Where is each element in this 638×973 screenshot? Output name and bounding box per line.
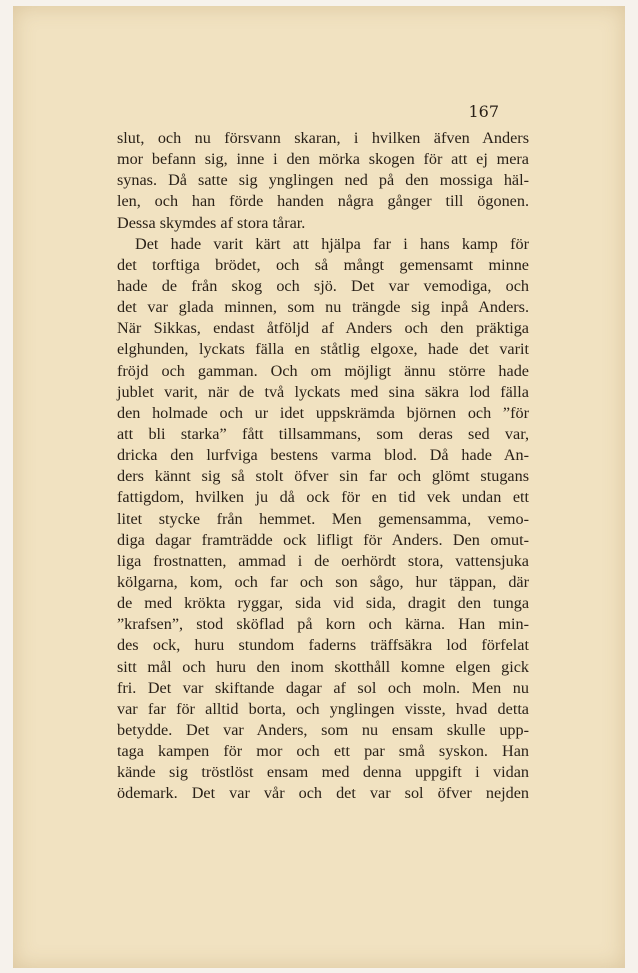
text-line: jublet varit, när de två lyckats med sina säkra lod fälla: [117, 382, 529, 401]
text-line: len, och han förde handen några gånger till ögonen.: [117, 192, 529, 211]
text-line: fattigdom, hvilken ju då ock för en tid vek undan ett: [117, 488, 529, 507]
book-page: [13, 6, 625, 968]
text-line: kölgarna, kom, och far och son sågo, hur täppan, där: [117, 572, 529, 591]
text-line: ders kännt sig så stolt öfver sin far och glömt stugans: [117, 467, 529, 486]
text-line: de med krökta ryggar, sida vid sida, dragit den tunga: [117, 594, 529, 613]
text-line: hade de från skog och sjö. Det var vemodiga, och: [117, 276, 529, 295]
text-line: ”krafsen”, stod sköflad på korn och kärna. Han min-: [117, 615, 529, 634]
text-line: synas. Då satte sig ynglingen ned på den mossiga häl-: [117, 171, 529, 190]
text-line: kände sig tröstlöst ensam med denna uppgift i vidan: [117, 763, 529, 782]
text-line: att bli starka” fått tillsammans, som deras sed var,: [117, 424, 529, 443]
text-line: betydde. Det var Anders, som nu ensam skulle upp-: [117, 720, 529, 739]
text-line: Dessa skymdes af stora tårar.: [117, 213, 306, 232]
text-line: den holmade och ur idet uppskrämda björnen och ”för: [117, 403, 529, 422]
text-line: ödemark. Det var vår och det var sol öfver nejden: [117, 784, 529, 803]
text-line: des ock, huru stundom faderns träffsäkra lod förfelat: [117, 636, 529, 655]
page-number: 167: [468, 102, 499, 121]
text-line: elghunden, lyckats fälla en ståtlig elgoxe, hade det varit: [117, 340, 529, 359]
text-line: diga dagar framträdde ock lifligt för Anders. Den omut-: [117, 530, 529, 549]
text-line: slut, och nu försvann skaran, i hvilken äfven Anders: [117, 129, 529, 147]
text-line: taga kampen för mor och ett par små syskon. Han: [117, 742, 529, 761]
text-line: det var glada minnen, som nu trängde sig inpå Anders.: [117, 298, 529, 317]
text-line: liga frostnatten, ammad i de oerhördt stora, vattensjuka: [117, 551, 529, 570]
text-line: dricka den lurfviga bestens varma blod. Då hade An-: [117, 446, 529, 465]
text-line: fröjd och gamman. Och om möjligt ännu större hade: [117, 361, 529, 380]
text-line: litet stycke från hemmet. Men gemensamma, vemo-: [117, 509, 529, 528]
text-line: fri. Det var skiftande dagar af sol och moln. Men nu: [117, 678, 529, 697]
text-line: mor befann sig, inne i den mörka skogen för att ej mera: [117, 150, 529, 169]
text-line: sitt mål och huru den inom skotthåll komne elgen gick: [117, 657, 529, 676]
body-text: [117, 128, 529, 805]
text-line: var far för alltid borta, och ynglingen visste, hvad detta: [117, 699, 529, 718]
text-line: När Sikkas, endast åtföljd af Anders och den präktiga: [117, 319, 529, 338]
text-line: det torftiga brödet, och så mångt gemensamt minne: [117, 255, 529, 274]
text-line: Det hade varit kärt att hjälpa far i hans kamp för: [135, 234, 529, 253]
